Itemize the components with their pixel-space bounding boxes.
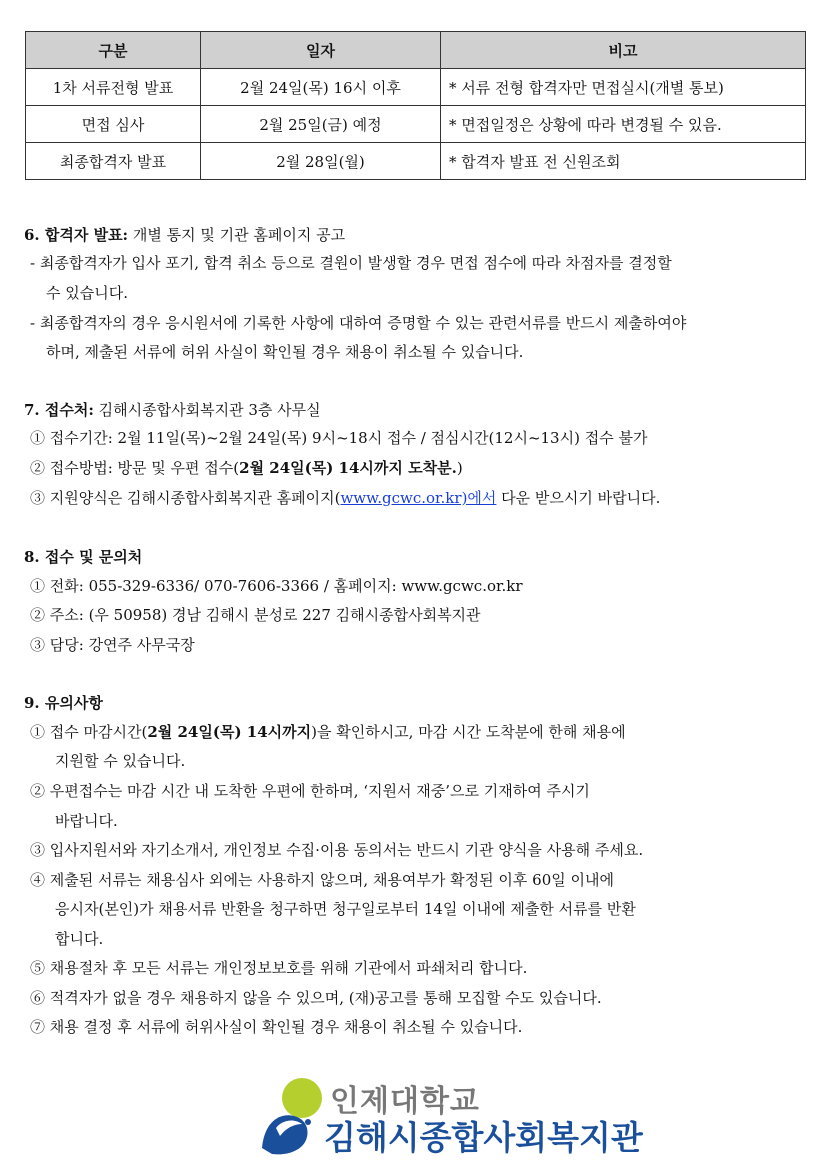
logo-university-name: 인제대학교 [330,1084,480,1119]
row-category: 면접 심사 [26,106,201,143]
section7-title: 7. 접수처: [24,401,94,419]
section7-heading [24,399,321,420]
section9-item-cont: 응시자(본인)가 채용서류 반환을 청구하면 청구일로부터 14일 이내에 제출한 서류를 반환 [55,900,636,918]
homepage-link[interactable]: www.gcwc.or.kr)에서 [340,489,497,507]
institution-logo [258,1078,643,1158]
row-note: * 면접일정은 상황에 따라 변경될 수 있음. [441,106,806,143]
header-note: 비고 [441,32,806,69]
section8-item: ② 주소: (우 50958) 경남 김해시 분성로 227 김해시종합사회복지관 [30,606,481,624]
row-date: 2월 25일(금) 예정 [201,106,441,143]
row-category: 최종합격자 발표 [26,143,201,180]
row-category: 1차 서류전형 발표 [26,69,201,106]
section9-item-cont: 바랍니다. [55,812,118,830]
table-row [26,143,806,180]
section9-item: ③ 입사지원서와 자기소개서, 개인정보 수집·이용 동의서는 반드시 기관 양식을 사용해 주세요. [30,841,644,859]
section9-item: ⑤ 채용절차 후 모든 서류는 개인정보보호를 위해 기관에서 파쇄처리 합니다. [30,959,528,977]
header-category: 구분 [26,32,201,69]
header-date: 일자 [201,32,441,69]
deadline-bold: 2월 24일(목) 14시까지 [147,723,312,741]
section8-title: 8. 접수 및 문의처 [24,548,143,566]
section9-item-cont: 합니다. [55,930,104,948]
table-header-row [26,32,806,69]
deadline-bold: 2월 24일(목) 14시까지 도착분. [239,459,457,477]
schedule-table [25,31,806,180]
dove-logo-icon [258,1078,330,1158]
section9-item: ② 우편접수는 마감 시간 내 도착한 우편에 한하며, ‘지원서 재중’으로 기재하여 주시기 [30,782,590,800]
section7-item: ① 접수기간: 2월 11일(목)~2월 24일(목) 9시~18시 접수 / 점심시간(12시~13시) 접수 불가 [30,429,648,447]
section8-item: ① 전화: 055-329-6336/ 070-7606-3366 / 홈페이지: www.gcwc.or.kr [30,577,523,595]
section9-item: ④ 제출된 서류는 채용심사 외에는 사용하지 않으며, 채용여부가 확정된 이후 60일 이내에 [30,871,614,889]
section7-title-rest: 김해시종합사회복지관 3층 사무실 [93,401,321,419]
table-row [26,69,806,106]
section6-line: 하며, 제출된 서류에 허위 사실이 확인될 경우 채용이 취소될 수 있습니다. [46,343,524,361]
section9-title: 9. 유의사항 [24,694,103,712]
section6-title-rest: 개별 통지 및 기관 홈페이지 공고 [128,226,346,244]
section7-item: ② 접수방법: 방문 및 우편 접수(2월 24일(목) 14시까지 도착분.) [30,459,463,477]
section9-item-cont: 지원할 수 있습니다. [55,752,186,770]
section9-heading [24,692,103,713]
table-row [26,106,806,143]
section6-title: 6. 합격자 발표: [24,226,129,244]
section6-line: - 최종합격자가 입사 포기, 합격 취소 등으로 결원이 발생할 경우 면접 점수에 따라 차점자를 결정할 [30,254,672,272]
row-note: * 합격자 발표 전 신원조회 [441,143,806,180]
section6-line: 수 있습니다. [46,284,128,302]
row-note: * 서류 전형 합격자만 면접실시(개별 통보) [441,69,806,106]
section9-item: ⑦ 채용 결정 후 서류에 허위사실이 확인될 경우 채용이 취소될 수 있습니다. [30,1018,523,1036]
logo-center-name: 김해시종합사회복지관 [324,1118,643,1157]
section9-item: ⑥ 적격자가 없을 경우 채용하지 않을 수 있으며, (재)공고를 통해 모집할 수도 있습니다. [30,989,602,1007]
section9-item: ① 접수 마감시간(2월 24일(목) 14시까지)을 확인하시고, 마감 시간 도착분에 한해 채용에 [30,723,626,741]
section8-heading [24,546,142,567]
section6-line: - 최종합격자의 경우 응시원서에 기록한 사항에 대하여 증명할 수 있는 관련서류를 반드시 제출하여야 [30,314,687,332]
section8-item: ③ 담당: 강연주 사무국장 [30,636,195,654]
section7-item: ③ 지원양식은 김해시종합사회복지관 홈페이지(www.gcwc.or.kr)에서 다운 받으시기 바랍니다. [30,489,661,507]
row-date: 2월 28일(월) [201,143,441,180]
row-date: 2월 24일(목) 16시 이후 [201,69,441,106]
section6-heading [24,224,345,245]
